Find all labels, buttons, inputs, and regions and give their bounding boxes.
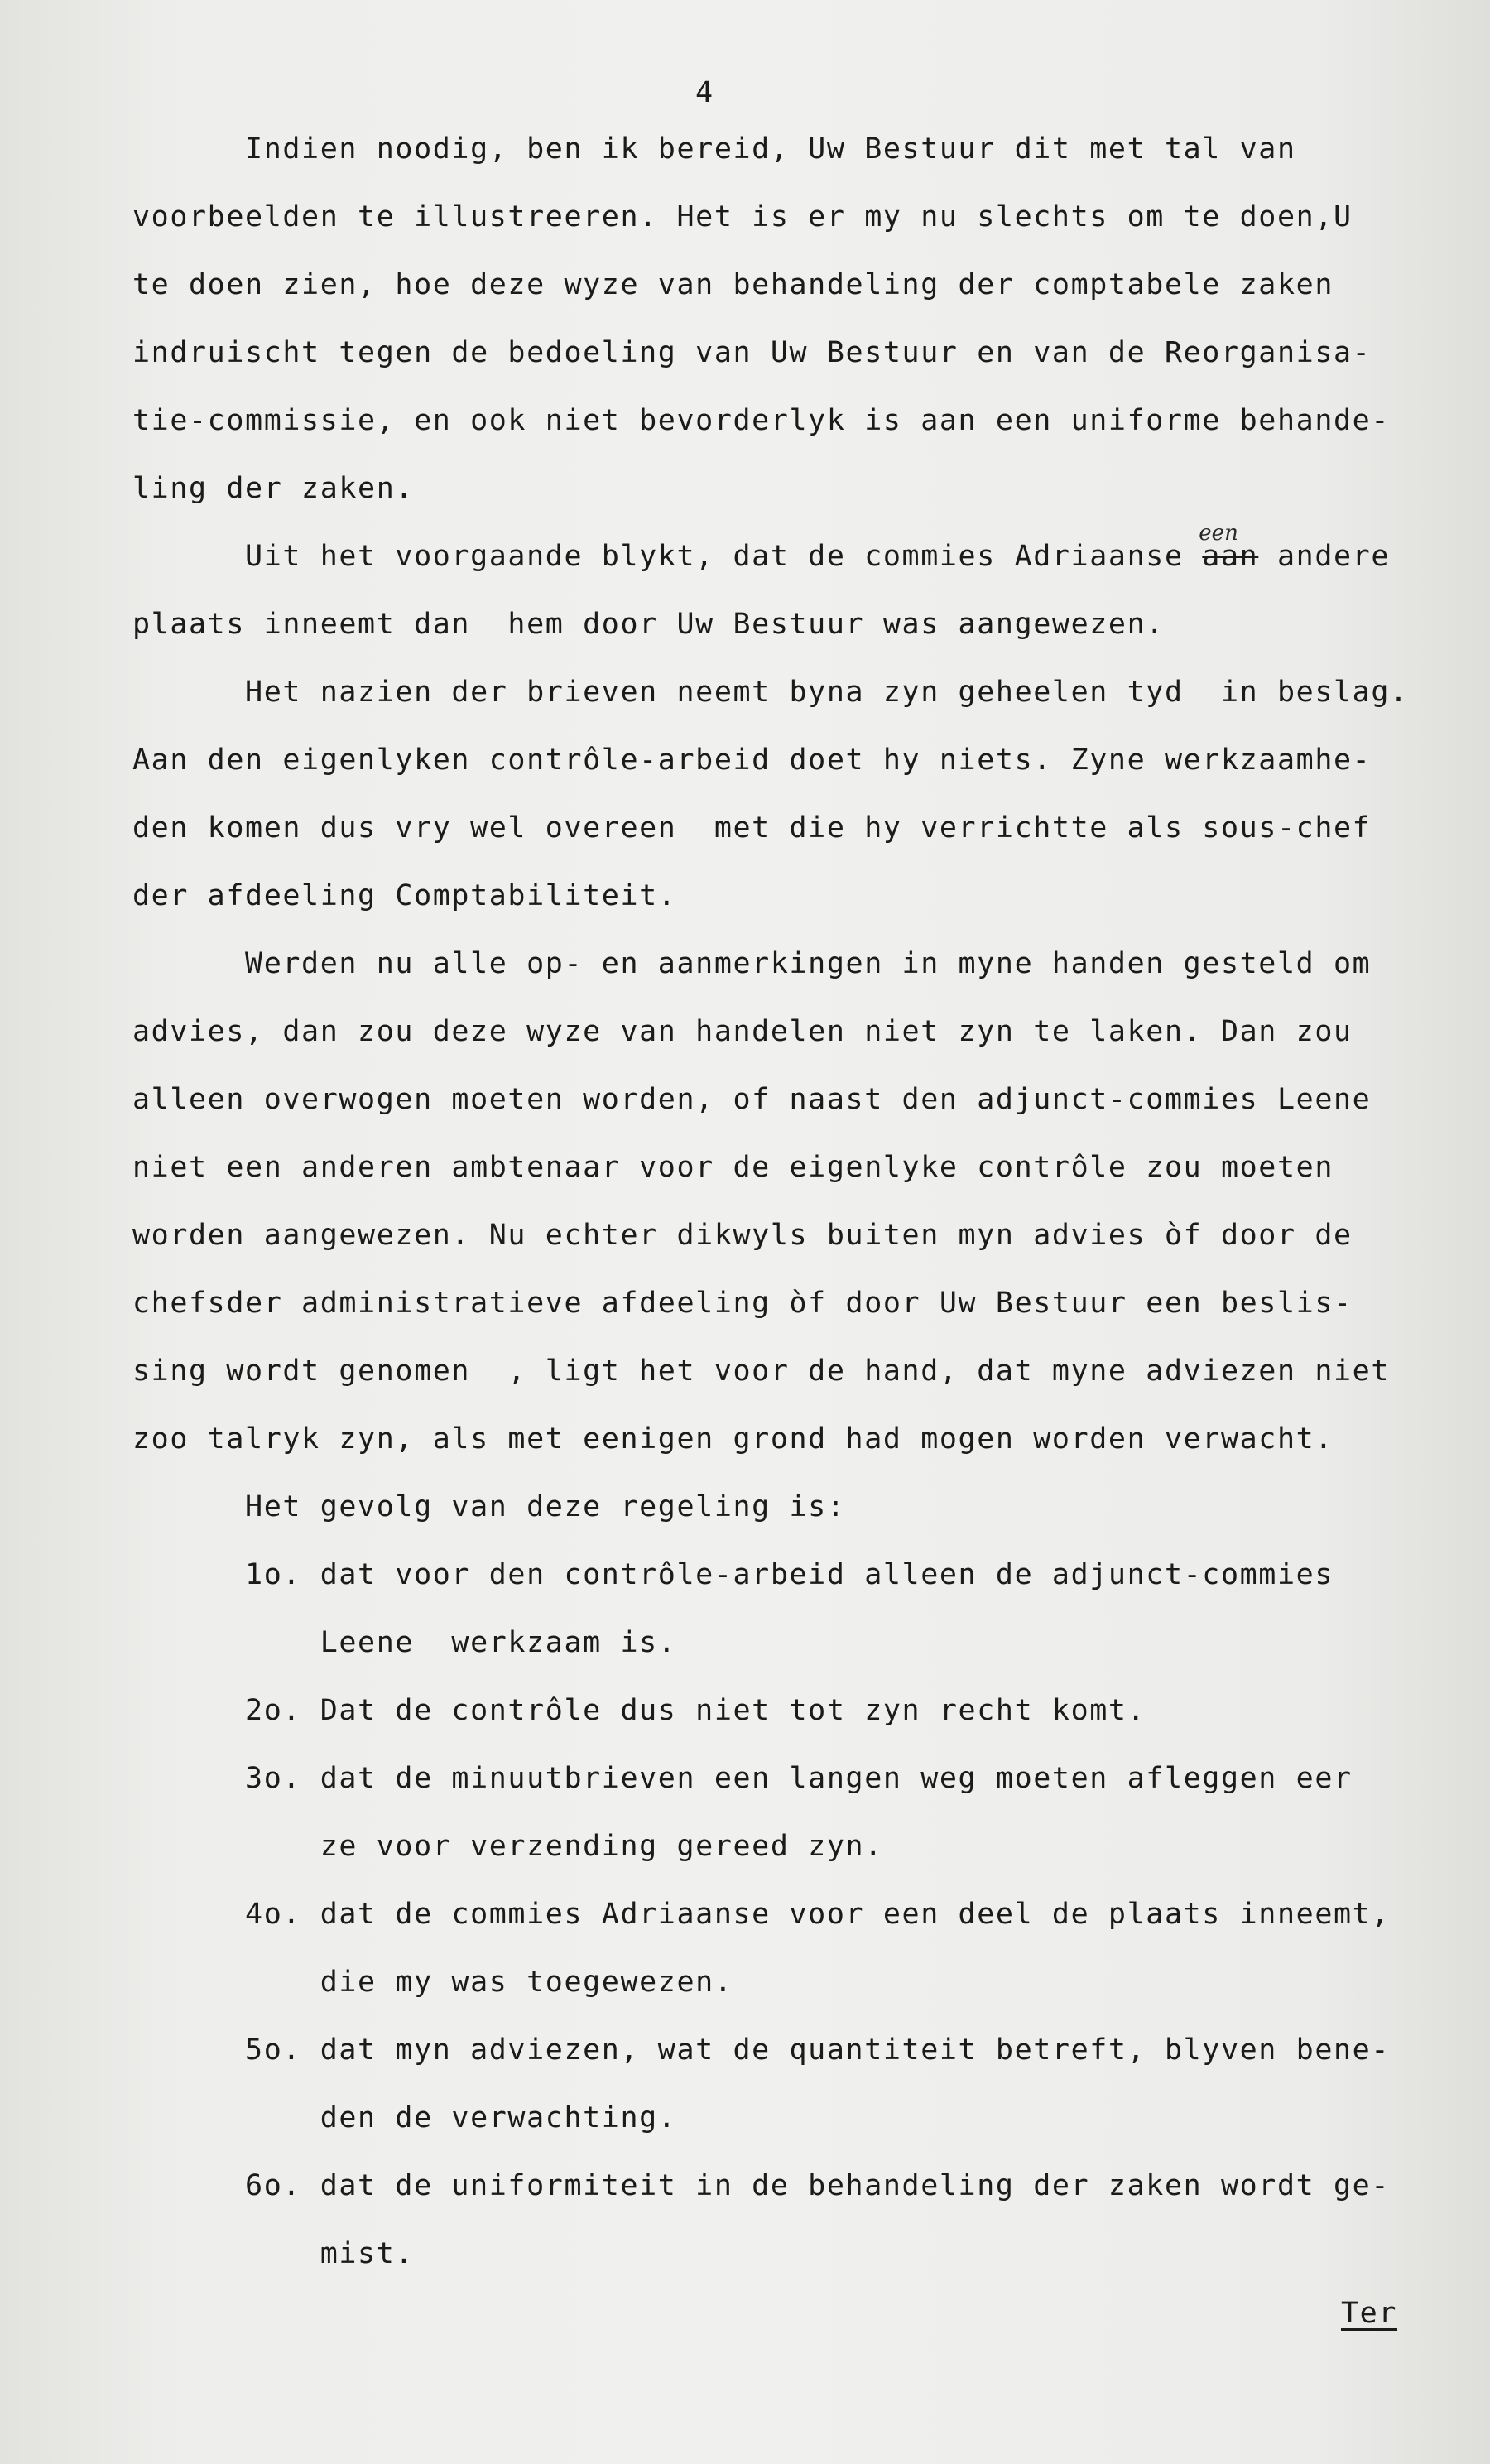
- struck-word: aan: [1202, 540, 1259, 573]
- list-item: 4o. dat de commies Adriaanse voor een deel de plaats inneemt,: [132, 1898, 1391, 1931]
- page-number: 4: [695, 76, 714, 109]
- list-item: 6o. dat de uniformiteit in de behandeling der zaken wordt ge-: [132, 2169, 1391, 2202]
- handwritten-correction: [1199, 521, 1259, 573]
- text-line: Het nazien der brieven neemt byna zyn geheelen tyd in beslag.: [132, 676, 1409, 709]
- line-end: andere: [1258, 540, 1391, 573]
- list-item-continuation: die my was toegewezen.: [132, 1966, 733, 1999]
- list-item-continuation: den de verwachting.: [132, 2101, 677, 2134]
- text-line: indruischt tegen de bedoeling van Uw Bestuur en van de Reorganisa-: [132, 336, 1372, 369]
- text-line-with-correction: [132, 521, 1391, 573]
- catchword: Ter: [1341, 2297, 1398, 2330]
- list-item-continuation: ze voor verzending gereed zyn.: [132, 1830, 883, 1863]
- text-line: worden aangewezen. Nu echter dikwyls buiten myn advies òf door de: [132, 1219, 1353, 1252]
- list-item-continuation: mist.: [132, 2237, 415, 2270]
- list-item: 1o. dat voor den contrôle-arbeid alleen de adjunct-commies: [132, 1558, 1334, 1591]
- text-line: zoo talryk zyn, als met eenigen grond had mogen worden verwacht.: [132, 1422, 1334, 1456]
- text-line: chefsder administratieve afdeeling òf door Uw Bestuur een beslis-: [132, 1287, 1353, 1320]
- list-item: 3o. dat de minuutbrieven een langen weg moeten afleggen eer: [132, 1762, 1353, 1795]
- list-item-continuation: Leene werkzaam is.: [132, 1626, 677, 1659]
- text-line: Uit het voorgaande blykt, dat de commies Adriaanse: [132, 540, 1203, 573]
- text-line: voorbeelden te illustreeren. Het is er my nu slechts om te doen,U: [132, 200, 1353, 233]
- text-line: Aan den eigenlyken contrôle-arbeid doet hy niets. Zyne werkzaamhe-: [132, 744, 1372, 777]
- text-line: niet een anderen ambtenaar voor de eigenlyke contrôle zou moeten: [132, 1151, 1334, 1184]
- text-line: ling der zaken.: [132, 472, 415, 505]
- text-line: der afdeeling Comptabiliteit.: [132, 879, 677, 912]
- text-line: Werden nu alle op- en aanmerkingen in myne handen gesteld om: [132, 947, 1372, 980]
- text-line: den komen dus vry wel overeen met die hy verrichtte als sous-chef: [132, 811, 1372, 845]
- text-line: advies, dan zou deze wyze van handelen niet zyn te laken. Dan zou: [132, 1015, 1353, 1048]
- list-item: 5o. dat myn adviezen, wat de quantiteit betreft, blyven bene-: [132, 2033, 1391, 2067]
- text-line: plaats inneemt dan hem door Uw Bestuur was aangewezen.: [132, 608, 1165, 641]
- correction-word: een: [1199, 521, 1238, 546]
- text-line: te doen zien, hoe deze wyze van behandeling der comptabele zaken: [132, 268, 1334, 301]
- text-line: Het gevolg van deze regeling is:: [132, 1490, 846, 1523]
- text-line: tie-commissie, en ook niet bevorderlyk is aan een uniforme behande-: [132, 404, 1391, 437]
- text-line: Indien noodig, ben ik bereid, Uw Bestuur dit met tal van: [132, 132, 1296, 166]
- text-line: sing wordt genomen , ligt het voor de hand, dat myne adviezen niet: [132, 1355, 1391, 1388]
- list-item: 2o. Dat de contrôle dus niet tot zyn recht komt.: [132, 1694, 1146, 1727]
- text-line: alleen overwogen moeten worden, of naast den adjunct-commies Leene: [132, 1083, 1372, 1116]
